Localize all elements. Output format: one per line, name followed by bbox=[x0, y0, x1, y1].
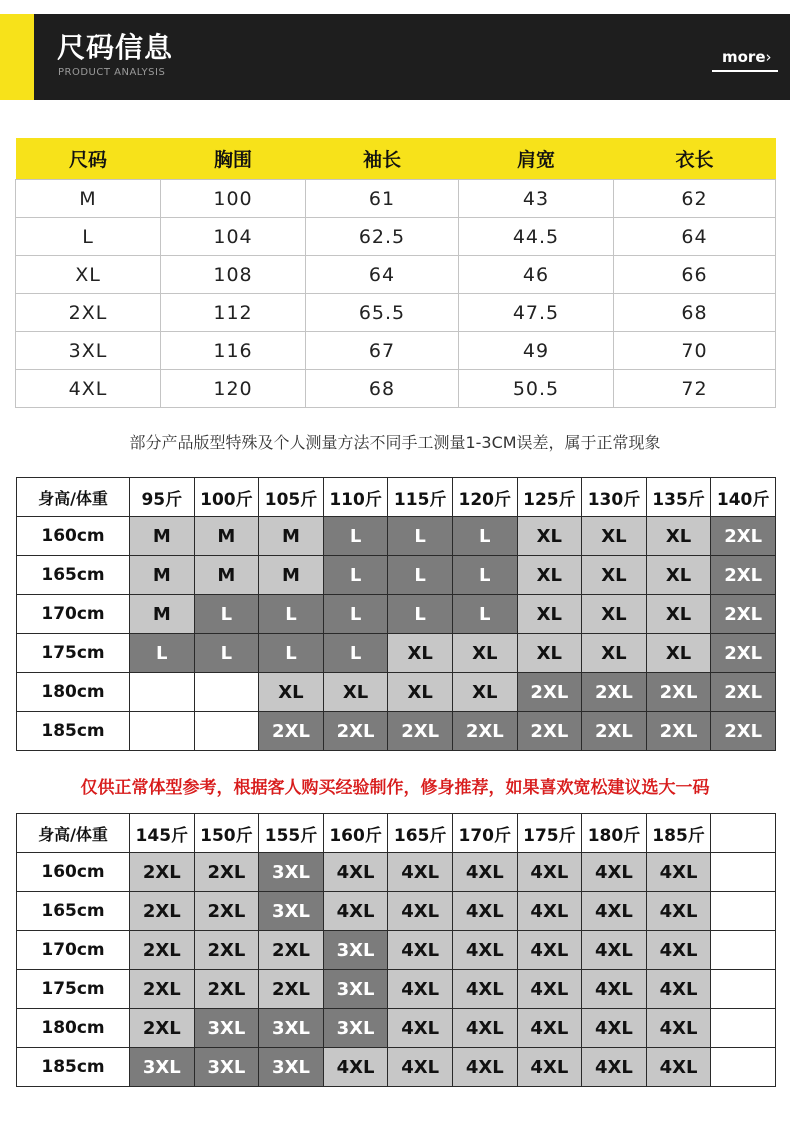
size-cell bbox=[194, 712, 259, 751]
size-label-cell: L bbox=[16, 218, 161, 256]
col-header: 袖长 bbox=[306, 138, 459, 180]
size-cell bbox=[711, 970, 776, 1009]
size-cell: 4XL bbox=[517, 1048, 582, 1087]
page-title: 尺码信息 bbox=[57, 31, 174, 64]
size-cell: L bbox=[323, 634, 388, 673]
size-cell: 2XL bbox=[259, 970, 324, 1009]
size-cell: 2XL bbox=[130, 892, 195, 931]
size-cell: 4XL bbox=[517, 892, 582, 931]
height-label: 175cm bbox=[17, 634, 130, 673]
size-cell: XL bbox=[646, 556, 711, 595]
size-cell: 2XL bbox=[711, 556, 776, 595]
grid-row bbox=[17, 517, 776, 556]
size-cell: 4XL bbox=[517, 1009, 582, 1048]
measurement-cell: 43 bbox=[459, 180, 614, 218]
size-cell: 4XL bbox=[452, 892, 517, 931]
measurement-cell: 62 bbox=[614, 180, 776, 218]
height-label: 180cm bbox=[17, 673, 130, 712]
size-cell: 2XL bbox=[388, 712, 453, 751]
size-cell: XL bbox=[388, 634, 453, 673]
weight-header: 155斤 bbox=[259, 814, 324, 853]
measurement-cell: 68 bbox=[306, 370, 459, 408]
size-cell: 4XL bbox=[388, 970, 453, 1009]
col-header: 胸围 bbox=[161, 138, 306, 180]
size-cell: XL bbox=[582, 556, 647, 595]
size-cell: 4XL bbox=[582, 970, 647, 1009]
height-label: 160cm bbox=[17, 853, 130, 892]
size-cell: M bbox=[259, 556, 324, 595]
size-cell: 2XL bbox=[130, 931, 195, 970]
measurement-row bbox=[16, 180, 776, 218]
measurement-table bbox=[15, 138, 776, 408]
grid-row bbox=[17, 892, 776, 931]
size-cell: 4XL bbox=[582, 1009, 647, 1048]
more-link[interactable] bbox=[722, 48, 772, 66]
size-cell: 3XL bbox=[323, 970, 388, 1009]
height-label: 170cm bbox=[17, 595, 130, 634]
size-cell: XL bbox=[646, 634, 711, 673]
size-cell: L bbox=[323, 517, 388, 556]
weight-header: 165斤 bbox=[388, 814, 453, 853]
size-cell: 2XL bbox=[646, 673, 711, 712]
weight-header: 100斤 bbox=[194, 478, 259, 517]
size-cell: 2XL bbox=[194, 970, 259, 1009]
size-chart-table-1 bbox=[16, 477, 776, 751]
size-cell: 3XL bbox=[130, 1048, 195, 1087]
measurement-cell: 66 bbox=[614, 256, 776, 294]
size-cell: 2XL bbox=[259, 931, 324, 970]
size-cell bbox=[711, 931, 776, 970]
measurement-cell: 100 bbox=[161, 180, 306, 218]
grid-row bbox=[17, 595, 776, 634]
weight-header: 185斤 bbox=[646, 814, 711, 853]
size-cell: 4XL bbox=[388, 853, 453, 892]
height-label: 165cm bbox=[17, 556, 130, 595]
size-cell: 4XL bbox=[323, 892, 388, 931]
size-cell: 2XL bbox=[323, 712, 388, 751]
size-label-cell: XL bbox=[16, 256, 161, 294]
size-cell: L bbox=[323, 595, 388, 634]
size-cell bbox=[130, 712, 195, 751]
size-cell: 3XL bbox=[259, 853, 324, 892]
measurement-cell: 62.5 bbox=[306, 218, 459, 256]
size-cell: 2XL bbox=[194, 853, 259, 892]
size-cell: 4XL bbox=[388, 1009, 453, 1048]
measurement-cell: 46 bbox=[459, 256, 614, 294]
size-cell: M bbox=[130, 595, 195, 634]
size-cell: XL bbox=[517, 634, 582, 673]
height-label: 180cm bbox=[17, 1009, 130, 1048]
weight-header: 145斤 bbox=[130, 814, 195, 853]
size-cell: 4XL bbox=[517, 970, 582, 1009]
height-label: 165cm bbox=[17, 892, 130, 931]
grid-header-row bbox=[17, 478, 776, 517]
banner-accent-bar bbox=[0, 14, 34, 100]
size-cell: L bbox=[452, 556, 517, 595]
size-cell: 4XL bbox=[452, 1048, 517, 1087]
size-cell: M bbox=[130, 517, 195, 556]
size-cell: 3XL bbox=[259, 892, 324, 931]
size-cell: 4XL bbox=[582, 892, 647, 931]
size-cell: 4XL bbox=[388, 892, 453, 931]
size-cell: XL bbox=[259, 673, 324, 712]
size-chart-table-2 bbox=[16, 813, 776, 1087]
measurement-cell: 120 bbox=[161, 370, 306, 408]
size-cell bbox=[711, 1009, 776, 1048]
size-cell: 4XL bbox=[646, 1009, 711, 1048]
measurement-note: 部分产品版型特殊及个人测量方法不同手工测量1-3CM误差，属于正常现象 bbox=[129, 433, 661, 452]
measurement-cell: 49 bbox=[459, 332, 614, 370]
fit-warning: 仅供正常体型参考，根据客人购买经验制作，修身推荐，如果喜欢宽松建议选大一码 bbox=[80, 778, 710, 798]
grid-row bbox=[17, 673, 776, 712]
measurement-cell: 44.5 bbox=[459, 218, 614, 256]
size-cell: 2XL bbox=[130, 1009, 195, 1048]
measurement-row bbox=[16, 332, 776, 370]
size-label-cell: 4XL bbox=[16, 370, 161, 408]
size-cell bbox=[711, 892, 776, 931]
grid-row bbox=[17, 853, 776, 892]
measurement-cell: 68 bbox=[614, 294, 776, 332]
size-cell: 4XL bbox=[646, 1048, 711, 1087]
measurement-row bbox=[16, 256, 776, 294]
size-cell: 4XL bbox=[323, 853, 388, 892]
grid-row bbox=[17, 634, 776, 673]
size-cell: 2XL bbox=[582, 712, 647, 751]
size-cell: 2XL bbox=[517, 673, 582, 712]
col-header: 尺码 bbox=[16, 138, 161, 180]
measurement-cell: 50.5 bbox=[459, 370, 614, 408]
size-cell: L bbox=[388, 556, 453, 595]
height-label: 185cm bbox=[17, 1048, 130, 1087]
size-cell: XL bbox=[582, 634, 647, 673]
size-cell: L bbox=[323, 556, 388, 595]
size-cell bbox=[711, 1048, 776, 1087]
weight-header: 150斤 bbox=[194, 814, 259, 853]
size-cell: L bbox=[194, 595, 259, 634]
size-cell: 3XL bbox=[259, 1009, 324, 1048]
measurement-cell: 64 bbox=[614, 218, 776, 256]
size-cell: 4XL bbox=[582, 853, 647, 892]
size-cell: 4XL bbox=[646, 970, 711, 1009]
size-cell: XL bbox=[646, 517, 711, 556]
size-cell: 3XL bbox=[194, 1009, 259, 1048]
size-cell: 2XL bbox=[194, 931, 259, 970]
size-cell: XL bbox=[517, 595, 582, 634]
size-cell: 3XL bbox=[323, 931, 388, 970]
size-cell bbox=[711, 853, 776, 892]
size-cell: 2XL bbox=[130, 970, 195, 1009]
size-cell: XL bbox=[452, 634, 517, 673]
size-cell: 4XL bbox=[582, 1048, 647, 1087]
grid-row bbox=[17, 1009, 776, 1048]
measurement-cell: 47.5 bbox=[459, 294, 614, 332]
measurement-header-row bbox=[16, 138, 776, 180]
size-cell: M bbox=[259, 517, 324, 556]
grid-row bbox=[17, 556, 776, 595]
size-cell: M bbox=[130, 556, 195, 595]
more-underline bbox=[712, 70, 778, 72]
size-cell: L bbox=[452, 517, 517, 556]
weight-header: 170斤 bbox=[452, 814, 517, 853]
size-cell: 4XL bbox=[388, 1048, 453, 1087]
measurement-cell: 104 bbox=[161, 218, 306, 256]
size-cell: L bbox=[194, 634, 259, 673]
weight-header: 140斤 bbox=[711, 478, 776, 517]
measurement-cell: 112 bbox=[161, 294, 306, 332]
size-cell: 2XL bbox=[517, 712, 582, 751]
measurement-cell: 65.5 bbox=[306, 294, 459, 332]
measurement-cell: 70 bbox=[614, 332, 776, 370]
size-cell: 4XL bbox=[452, 1009, 517, 1048]
size-cell: 3XL bbox=[194, 1048, 259, 1087]
measurement-row bbox=[16, 294, 776, 332]
size-label-cell: M bbox=[16, 180, 161, 218]
size-cell: 4XL bbox=[452, 970, 517, 1009]
weight-header: 175斤 bbox=[517, 814, 582, 853]
size-cell: 4XL bbox=[452, 931, 517, 970]
size-cell: 2XL bbox=[194, 892, 259, 931]
measurement-cell: 64 bbox=[306, 256, 459, 294]
size-cell: XL bbox=[582, 595, 647, 634]
weight-header: 125斤 bbox=[517, 478, 582, 517]
size-cell: XL bbox=[323, 673, 388, 712]
size-cell: 4XL bbox=[388, 931, 453, 970]
size-cell: 2XL bbox=[130, 853, 195, 892]
size-cell: L bbox=[130, 634, 195, 673]
measurement-cell: 116 bbox=[161, 332, 306, 370]
size-cell: 2XL bbox=[711, 673, 776, 712]
size-cell: XL bbox=[452, 673, 517, 712]
weight-header: 160斤 bbox=[323, 814, 388, 853]
measurement-cell: 72 bbox=[614, 370, 776, 408]
measurement-cell: 67 bbox=[306, 332, 459, 370]
size-cell: 4XL bbox=[646, 931, 711, 970]
weight-header: 115斤 bbox=[388, 478, 453, 517]
size-cell: 4XL bbox=[452, 853, 517, 892]
size-cell: 3XL bbox=[323, 1009, 388, 1048]
size-cell: XL bbox=[388, 673, 453, 712]
header-banner bbox=[0, 14, 790, 100]
grid-row bbox=[17, 931, 776, 970]
more-link-label: more bbox=[722, 48, 766, 66]
measurement-row bbox=[16, 370, 776, 408]
size-cell: XL bbox=[517, 517, 582, 556]
chevron-right-icon: › bbox=[765, 48, 772, 66]
size-cell: M bbox=[194, 517, 259, 556]
size-cell: 2XL bbox=[646, 712, 711, 751]
size-cell bbox=[130, 673, 195, 712]
size-cell: L bbox=[388, 517, 453, 556]
size-cell: L bbox=[259, 634, 324, 673]
size-cell: 4XL bbox=[517, 931, 582, 970]
size-cell: 2XL bbox=[582, 673, 647, 712]
size-cell: L bbox=[388, 595, 453, 634]
grid-row bbox=[17, 1048, 776, 1087]
size-cell: XL bbox=[646, 595, 711, 634]
size-cell: 2XL bbox=[452, 712, 517, 751]
size-cell: XL bbox=[582, 517, 647, 556]
weight-header: 120斤 bbox=[452, 478, 517, 517]
size-cell: 3XL bbox=[259, 1048, 324, 1087]
size-label-cell: 2XL bbox=[16, 294, 161, 332]
size-cell: L bbox=[259, 595, 324, 634]
size-cell: 2XL bbox=[711, 517, 776, 556]
height-label: 160cm bbox=[17, 517, 130, 556]
measurement-cell: 108 bbox=[161, 256, 306, 294]
height-label: 175cm bbox=[17, 970, 130, 1009]
size-label-cell: 3XL bbox=[16, 332, 161, 370]
size-cell: 2XL bbox=[711, 712, 776, 751]
grid-row bbox=[17, 712, 776, 751]
col-header: 衣长 bbox=[614, 138, 776, 180]
corner-header: 身高/体重 bbox=[17, 814, 130, 853]
height-label: 170cm bbox=[17, 931, 130, 970]
page-subtitle: PRODUCT ANALYSIS bbox=[58, 67, 166, 78]
weight-header: 105斤 bbox=[259, 478, 324, 517]
measurement-cell: 61 bbox=[306, 180, 459, 218]
weight-header: 95斤 bbox=[130, 478, 195, 517]
weight-header: 135斤 bbox=[646, 478, 711, 517]
corner-header: 身高/体重 bbox=[17, 478, 130, 517]
size-cell: 2XL bbox=[711, 634, 776, 673]
size-cell: 4XL bbox=[517, 853, 582, 892]
weight-header: 110斤 bbox=[323, 478, 388, 517]
weight-header: 130斤 bbox=[582, 478, 647, 517]
size-cell: 4XL bbox=[646, 853, 711, 892]
size-cell: 4XL bbox=[646, 892, 711, 931]
size-cell: 2XL bbox=[259, 712, 324, 751]
weight-header: 180斤 bbox=[582, 814, 647, 853]
size-cell: M bbox=[194, 556, 259, 595]
height-label: 185cm bbox=[17, 712, 130, 751]
size-cell: 2XL bbox=[711, 595, 776, 634]
size-cell bbox=[194, 673, 259, 712]
col-header: 肩宽 bbox=[459, 138, 614, 180]
size-cell: 4XL bbox=[323, 1048, 388, 1087]
size-cell: XL bbox=[517, 556, 582, 595]
weight-header bbox=[711, 814, 776, 853]
grid-row bbox=[17, 970, 776, 1009]
size-cell: 4XL bbox=[582, 931, 647, 970]
measurement-row bbox=[16, 218, 776, 256]
grid-header-row bbox=[17, 814, 776, 853]
size-cell: L bbox=[452, 595, 517, 634]
